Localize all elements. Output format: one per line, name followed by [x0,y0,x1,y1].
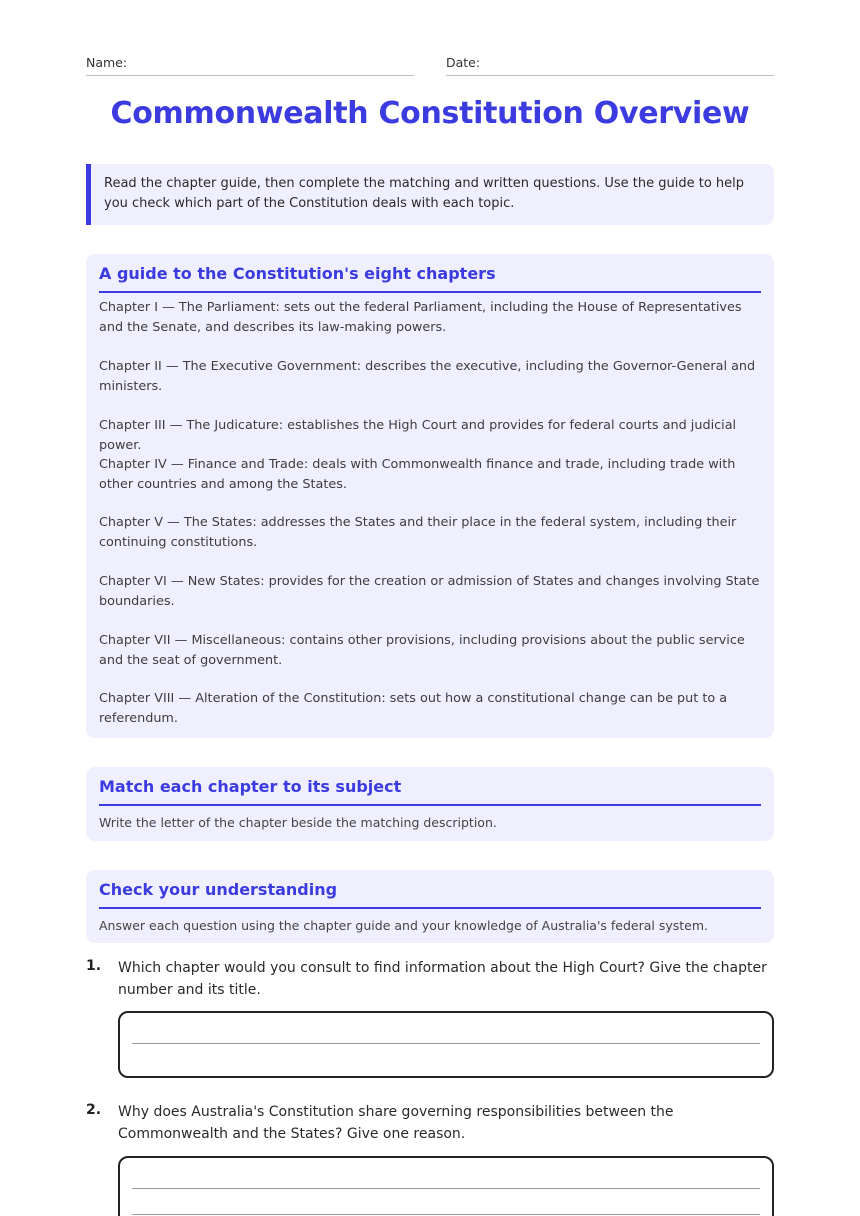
intro-callout: Read the chapter guide, then complete the matching and written questions. Use the guide to help you check which part of the Constitution deals with each topic. [86,164,774,225]
chapter-item-1: Chapter I — The Parliament: sets out the federal Parliament, including the House of Representatives and the Senate, and describes its law-making powers. [99,300,742,335]
question-number: 2. [86,1102,102,1118]
chapter-item-3: Chapter III — The Judicature: establishes the High Court and provides for federal courts and judicial power. [99,418,737,453]
chapter-item-5: Chapter V — The States: addresses the States and their place in the federal system, including their continuing constitutions. [99,515,737,550]
matching-instruction: Write the letter of the chapter beside the matching description. [99,815,497,830]
answer-line [132,1214,760,1215]
chapter-item-6: Chapter VI — New States: provides for the creation or admission of States and changes involving State boundaries. [99,574,760,609]
date-field[interactable] [446,55,774,76]
question-number: 1. [86,958,102,974]
answer-box-2[interactable] [118,1156,774,1216]
chapter-guide-panel [86,254,774,738]
page-title: Commonwealth Constitution Overview [110,96,750,131]
check-understanding-panel [86,870,774,943]
matching-panel [86,767,774,841]
name-date-row [86,55,774,77]
check-understanding-instruction: Answer each question using the chapter guide and your knowledge of Australia's federal system. [99,918,709,933]
chapter-guide-heading: A guide to the Constitution's eight chapters [99,254,761,293]
name-label: Name: [86,55,128,70]
matching-heading: Match each chapter to its subject [99,767,761,806]
answer-line [132,1188,760,1189]
chapter-item-4: Chapter IV — Finance and Trade: deals with Commonwealth finance and trade, including trade with other countries and among the States. [99,457,736,492]
name-field[interactable] [86,55,414,76]
date-label: Date: [446,55,481,70]
chapter-item-7: Chapter VII — Miscellaneous: contains other provisions, including provisions about the public service and the seat of government. [99,633,745,668]
question-text: Why does Australia's Constitution share governing responsibilities between the Commonwealth and the States? Give one reason. [118,1104,674,1142]
chapter-item-8: Chapter VIII — Alteration of the Constitution: sets out how a constitutional change can be put to a referendum. [99,691,728,726]
answer-line [132,1043,760,1044]
answer-box-1[interactable] [118,1011,774,1078]
question-text: Which chapter would you consult to find information about the High Court? Give the chapter number and its title. [118,960,767,998]
chapter-item-2: Chapter II — The Executive Government: describes the executive, including the Governor-General and ministers. [99,359,756,394]
check-understanding-heading: Check your understanding [99,870,761,909]
